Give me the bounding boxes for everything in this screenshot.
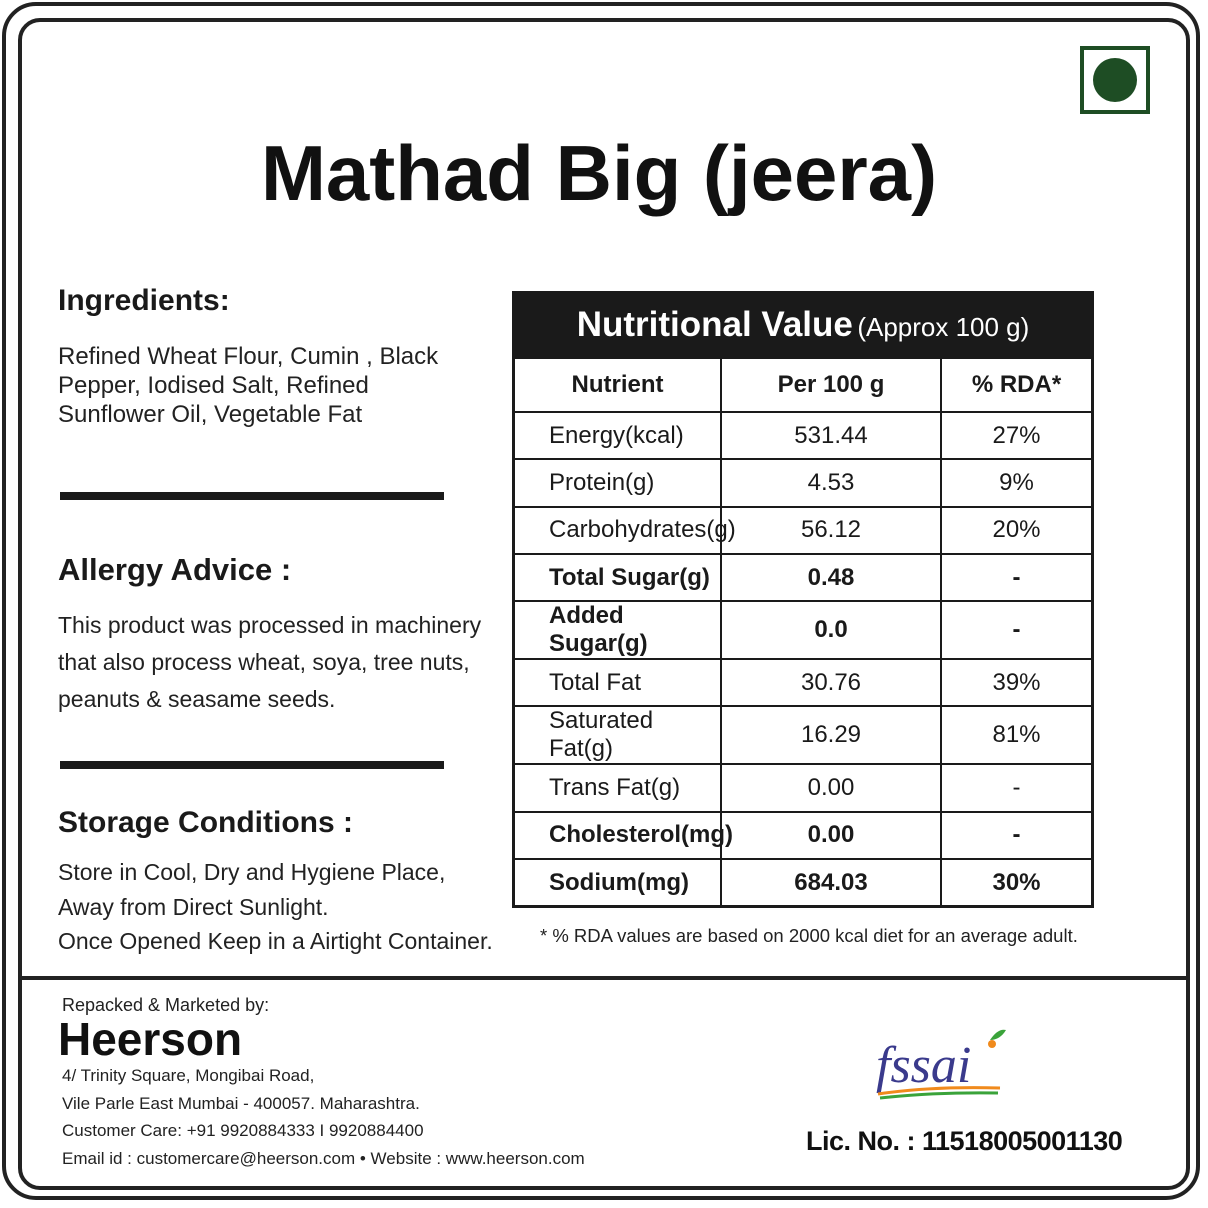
nutrient-name: Total Fat	[515, 659, 721, 706]
nutrient-value: 30.76	[721, 659, 941, 706]
nutrient-name: Energy(kcal)	[515, 412, 721, 459]
nutrient-name: Protein(g)	[515, 459, 721, 506]
column-header-per-100g: Per 100 g	[721, 358, 941, 413]
column-header-rda: % RDA*	[941, 358, 1091, 413]
table-row	[515, 412, 1091, 459]
storage-heading: Storage Conditions :	[58, 806, 353, 839]
fssai-logo-text: fssai	[876, 1037, 972, 1094]
nutrient-rda: 27%	[941, 412, 1091, 459]
nutrient-name: Saturated Fat(g)	[515, 706, 721, 764]
nutrient-rda: 9%	[941, 459, 1091, 506]
nutrient-name: Cholesterol(mg)	[515, 812, 721, 859]
column-header-nutrient: Nutrient	[515, 358, 721, 413]
storage-line: Store in Cool, Dry and Hygiene Place,	[58, 859, 446, 885]
table-row	[515, 706, 1091, 764]
section-divider	[60, 492, 444, 500]
allergy-line: that also process wheat, soya, tree nuts,	[58, 649, 470, 675]
nutrient-name: Trans Fat(g)	[515, 764, 721, 811]
nutrient-value: 684.03	[721, 859, 941, 905]
fssai-logo-icon	[872, 1024, 1012, 1100]
ingredients-line: Sunflower Oil, Vegetable Fat	[58, 401, 363, 428]
license-number: Lic. No. : 11518005001130	[806, 1126, 1123, 1156]
nutrition-subtitle: (Approx 100 g)	[857, 312, 1030, 342]
nutrient-name: Carbohydrates(g)	[515, 507, 721, 554]
nutrient-rda: -	[941, 554, 1091, 601]
address-line-2: Vile Parle East Mumbai - 400057. Maharashtra.	[62, 1094, 420, 1113]
nutrition-title: Nutritional Value	[576, 305, 853, 344]
allergy-text	[58, 607, 488, 718]
contact-info: Email id : customercare@heerson.com • Website : www.heerson.com	[62, 1149, 585, 1168]
allergy-heading: Allergy Advice :	[58, 552, 292, 587]
table-row	[515, 659, 1091, 706]
table-row	[515, 764, 1091, 811]
storage-line: Once Opened Keep in a Airtight Container.	[58, 928, 493, 954]
rda-footnote: * % RDA values are based on 2000 kcal diet for an average adult.	[540, 925, 1078, 946]
nutrient-rda: 39%	[941, 659, 1091, 706]
nutrient-rda: 20%	[941, 507, 1091, 554]
nutrient-name: Total Sugar(g)	[515, 554, 721, 601]
nutrient-value: 16.29	[721, 706, 941, 764]
ingredients-heading: Ingredients:	[58, 284, 230, 317]
storage-text	[58, 855, 498, 959]
address-line-1: 4/ Trinity Square, Mongibai Road,	[62, 1066, 315, 1085]
nutrient-value: 56.12	[721, 507, 941, 554]
customer-care: Customer Care: +91 9920884333 I 9920884400	[62, 1121, 424, 1140]
nutrient-value: 0.48	[721, 554, 941, 601]
nutrition-header	[515, 294, 1091, 356]
table-row	[515, 459, 1091, 506]
ingredients-line: Refined Wheat Flour, Cumin , Black	[58, 343, 439, 370]
nutrient-value: 0.00	[721, 764, 941, 811]
nutrient-value: 531.44	[721, 412, 941, 459]
nutrition-table	[515, 356, 1091, 905]
table-row	[515, 601, 1091, 659]
table-row	[515, 859, 1091, 905]
nutrient-value: 0.00	[721, 812, 941, 859]
nutrient-name: Sodium(mg)	[515, 859, 721, 905]
repacked-label: Repacked & Marketed by:	[62, 995, 270, 1015]
nutrient-rda: -	[941, 764, 1091, 811]
company-name: Heerson	[58, 1013, 243, 1065]
nutrient-rda: -	[941, 812, 1091, 859]
veg-symbol-icon	[1080, 46, 1150, 114]
allergy-line: peanuts & seasame seeds.	[58, 686, 336, 712]
nutrient-rda: -	[941, 601, 1091, 659]
table-header-row	[515, 358, 1091, 413]
nutrient-rda: 81%	[941, 706, 1091, 764]
nutrient-value: 4.53	[721, 459, 941, 506]
storage-line: Away from Direct Sunlight.	[58, 893, 329, 920]
section-divider	[60, 761, 444, 769]
nutrient-value: 0.0	[721, 601, 941, 659]
table-row	[515, 812, 1091, 859]
nutrient-name: Added Sugar(g)	[515, 601, 721, 659]
footer-divider	[20, 976, 1188, 980]
table-row	[515, 554, 1091, 601]
product-title: Mathad Big (jeera)	[260, 129, 938, 217]
table-row	[515, 507, 1091, 554]
nutrition-panel	[512, 291, 1094, 908]
nutrient-rda: 30%	[941, 859, 1091, 905]
ingredients-text	[58, 342, 478, 429]
allergy-line: This product was processed in machinery	[58, 612, 482, 638]
ingredients-line: Pepper, Iodised Salt, Refined	[58, 372, 369, 399]
